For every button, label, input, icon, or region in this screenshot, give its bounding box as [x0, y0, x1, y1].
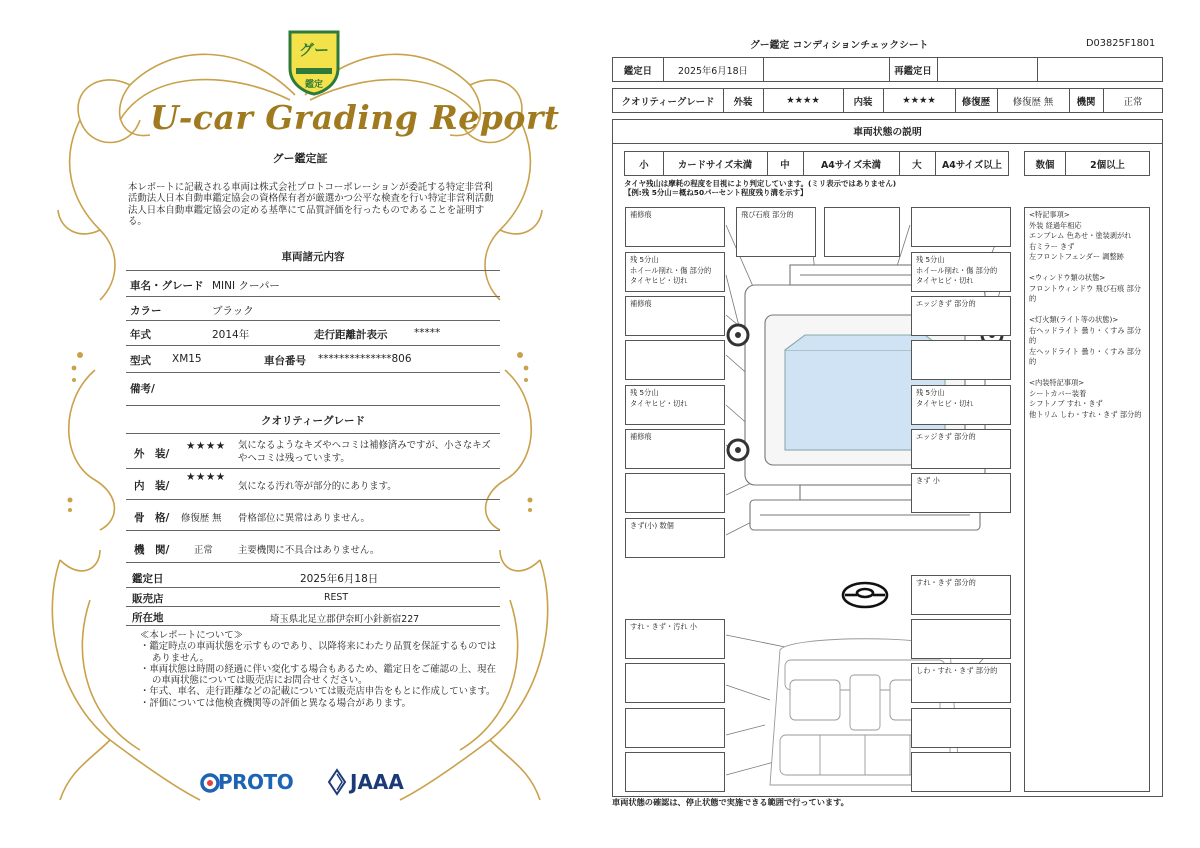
callout-box: しわ・すれ・きず 部分的 — [911, 663, 1011, 703]
interior-label: 内装 — [853, 96, 873, 108]
note-item: ・車両状態は時間の経過に伴い変化する場合もあるため、鑑定日をご確認の上、現在の車両状態については販売店にお問合せください。 — [140, 663, 496, 687]
divider — [126, 372, 500, 373]
chassis-label: 車台番号 — [264, 355, 306, 367]
divider — [126, 625, 500, 626]
location-label: 所在地 — [132, 612, 164, 624]
engine-comment: 主要機関に不具合はありません。 — [238, 545, 380, 556]
special-notes-panel — [1024, 207, 1150, 792]
divider — [126, 562, 500, 563]
divider — [126, 530, 500, 531]
exterior-stars: ★★★★ — [186, 440, 226, 452]
legend-small-desc: カードサイズ未満 — [677, 159, 753, 171]
callout-box: すれ・きず 部分的 — [911, 575, 1011, 615]
callout-box: 補修痕 — [625, 296, 725, 336]
callout-box — [911, 340, 1011, 380]
callout-box: きず 小 — [911, 473, 1011, 513]
callout-box: すれ・きず・汚れ 小 — [625, 619, 725, 659]
color-label: カラー — [130, 305, 162, 317]
exterior-label: 外装 — [733, 96, 753, 108]
interior-stars: ★★★★ — [902, 95, 936, 106]
color-value: ブラック — [212, 305, 254, 317]
note-item: ・鑑定時点の車両状態を示すものであり、以降将来にわたり品質を保証するものではありません。 — [140, 641, 497, 664]
reappraisal-label: 再鑑定日 — [894, 65, 932, 77]
explain-title: 車両状態の説明 — [612, 119, 1163, 144]
frame-comment: 骨格部位に異常はありません。 — [238, 513, 370, 524]
divider — [126, 270, 500, 271]
special-notes-heading: <特記事項> — [1029, 210, 1070, 219]
badge-bottom-text: 鑑定 — [304, 80, 324, 90]
legend-count: 数個 — [1035, 159, 1055, 171]
specs-title: 車両諸元内容 — [281, 251, 345, 263]
callout-box: 補修痕 — [625, 429, 725, 469]
divider — [126, 587, 500, 588]
interior-comment: 気になる汚れ等が部分的にあります。 — [238, 481, 397, 492]
special-note-line: <ウィンドウ類の状態> — [1029, 273, 1106, 282]
engine-value: 正常 — [194, 545, 213, 556]
size-legend — [624, 151, 1009, 176]
callout-box: 残 5分山 タイヤヒビ・切れ — [911, 385, 1011, 425]
special-note-line — [1029, 305, 1145, 316]
frame-value: 修復歴 無 — [181, 513, 222, 524]
year-value: 2014年 — [212, 329, 250, 341]
callout-box: 飛び石痕 部分的 — [736, 207, 816, 257]
special-note-line: シフトノブ すれ・きず — [1029, 399, 1103, 408]
special-note-line — [1029, 368, 1145, 379]
special-note-line: シートカバー装着 — [1029, 388, 1087, 398]
mileage-label: 走行距離計表示 — [314, 329, 388, 341]
proto-logo-icon — [200, 772, 220, 794]
callout-box — [824, 207, 900, 257]
legend-large-desc: A4サイズ以上 — [942, 159, 1002, 171]
callout-box — [625, 708, 725, 748]
callout-box: きず(小) 数個 — [625, 518, 725, 558]
report-notes — [140, 630, 500, 709]
mileage-value: ***** — [414, 327, 441, 339]
sheet-title: グー鑑定 コンディションチェックシート — [750, 40, 929, 51]
interior-stars: ★★★★ — [186, 471, 226, 483]
grade-row — [612, 88, 1163, 113]
certificate-title: グー鑑定証 — [272, 152, 328, 165]
legend-mid-desc: A4サイズ未満 — [821, 159, 881, 171]
engine-label: 機関 — [1076, 96, 1096, 108]
date-row — [612, 57, 1163, 82]
repair-history-value: 修復歴 無 — [1012, 96, 1054, 108]
report-title: U-car Grading Report — [150, 98, 560, 137]
exterior-label: 外 装/ — [134, 448, 170, 460]
special-note-line: フロントウィンドウ 飛び石痕 部分的 — [1029, 283, 1141, 303]
quality-grade-label: クオリティーグレード — [621, 96, 715, 108]
chassis-value: **************806 — [318, 353, 412, 365]
exterior-comment: 気になるようなキズやヘコミは補修済みですが、小さなキズやヘコミは残っています。 — [238, 440, 491, 464]
callout-box — [625, 340, 725, 380]
legend-mid: 中 — [780, 159, 790, 171]
intro-text: 本レポートに記載される車両は株式会社プロトコーポレーションが委託する特定非営利活動法人日本自動車鑑定協会の資格保有者が厳選かつ公平な検査を行い特定非営利活動法人日本自動車鑑定協会の定める基準にて品質評価を行ったものであることを証明する。 — [128, 182, 494, 227]
quality-title: クオリティーグレード — [261, 415, 365, 427]
steering-wheel-icon — [843, 583, 887, 607]
note-item: ・評価については他検査機関等の評価と異なる場合があります。 — [140, 697, 411, 709]
divider — [126, 345, 500, 346]
legend-count-desc: 2個以上 — [1090, 159, 1125, 171]
legend-small: 小 — [639, 159, 649, 171]
callout-box: エッジきず 部分的 — [911, 296, 1011, 336]
year-label: 年式 — [130, 329, 151, 341]
divider — [126, 433, 500, 434]
shop-label: 販売店 — [132, 593, 164, 605]
special-note-line: 右ミラー きず — [1029, 241, 1075, 251]
frame-label: 骨 格/ — [134, 512, 170, 524]
goo-appraisal-badge — [284, 28, 344, 96]
callout-box — [911, 207, 1011, 247]
special-note-line: <灯火類(ライト等の状態)> — [1029, 315, 1119, 324]
document-id: D03825F1801 — [1086, 38, 1156, 49]
divider — [126, 405, 500, 406]
shop-value: REST — [324, 592, 349, 603]
callout-box: 補修痕 — [625, 207, 725, 247]
count-legend — [1024, 151, 1150, 176]
callout-box: 残 5分山 タイヤヒビ・切れ — [625, 385, 725, 425]
interior-label: 内 装/ — [134, 480, 170, 492]
engine-label: 機 関/ — [134, 544, 170, 556]
jaaa-logo-icon — [327, 768, 347, 796]
special-note-line: 左ヘッドライト 曇り・くすみ 部分的 — [1029, 346, 1142, 366]
divider — [126, 499, 500, 500]
model-value: XM15 — [172, 353, 202, 365]
model-label: 型式 — [130, 355, 151, 367]
exterior-stars: ★★★★ — [786, 95, 820, 106]
jaaa-logo-text: JAAA — [350, 770, 404, 794]
divider — [126, 320, 500, 321]
note-item: ・年式、車名、走行距離などの記載については販売店申告をもとに作成しています。 — [140, 686, 496, 698]
tire-example-note: 【例:残 5分山＝概ね50パーセント程度残り溝を示す】 — [624, 188, 808, 197]
sheet-footer: 車両状態の確認は、停止状態で実施できる範囲で行っています。 — [612, 797, 849, 807]
remarks-label: 備考/ — [130, 383, 155, 395]
callout-box — [625, 473, 725, 513]
callout-box — [625, 752, 725, 792]
date-label: 鑑定日 — [623, 65, 653, 77]
callout-box — [625, 663, 725, 703]
legend-large: 大 — [912, 159, 922, 171]
badge-top-text: グー — [298, 41, 330, 59]
appraisal-date-label: 鑑定日 — [132, 573, 164, 585]
special-note-line: エンブレム 色あせ・塗装剥がれ — [1029, 231, 1132, 240]
appraisal-date-value: 2025年6月18日 — [300, 573, 379, 585]
callout-box — [911, 619, 1011, 659]
location-value: 埼玉県北足立郡伊奈町小針新宿227 — [270, 614, 420, 625]
date-value: 2025年6月18日 — [678, 65, 748, 77]
special-note-line: 右ヘッドライト 曇り・くすみ 部分的 — [1029, 325, 1142, 345]
special-note-line: 他トリム しわ・すれ・きず 部分的 — [1029, 409, 1142, 419]
callout-box — [911, 752, 1011, 792]
special-note-line: <内装特記事項> — [1029, 378, 1085, 387]
callout-box — [911, 708, 1011, 748]
notes-heading: ≪本レポートについて≫ — [140, 630, 243, 641]
divider — [126, 606, 500, 607]
special-note-line: 左フロントフェンダー 調整跡 — [1029, 252, 1124, 261]
car-name-label: 車名・グレード — [130, 280, 204, 292]
repair-history-label: 修復歴 — [961, 96, 991, 108]
callout-box: 残 5分山 ホイール削れ・傷 部分的 タイヤヒビ・切れ — [625, 252, 725, 292]
divider — [126, 468, 500, 469]
callout-box: 残 5分山 ホイール削れ・傷 部分的 タイヤヒビ・切れ — [911, 252, 1011, 292]
special-note-line: 外装 経過年相応 — [1029, 220, 1082, 230]
callout-box: エッジきず 部分的 — [911, 429, 1011, 469]
divider — [126, 296, 500, 297]
proto-logo-text: PROTO — [218, 770, 294, 794]
engine-value: 正常 — [1123, 96, 1143, 108]
condition-check-sheet — [600, 0, 1200, 848]
special-note-line — [1029, 263, 1145, 274]
tire-note: タイヤ残山は摩耗の程度を目視により判定しています。(ミリ表示ではありません) — [624, 179, 897, 188]
car-name-value: MINI クーパー — [212, 280, 280, 292]
